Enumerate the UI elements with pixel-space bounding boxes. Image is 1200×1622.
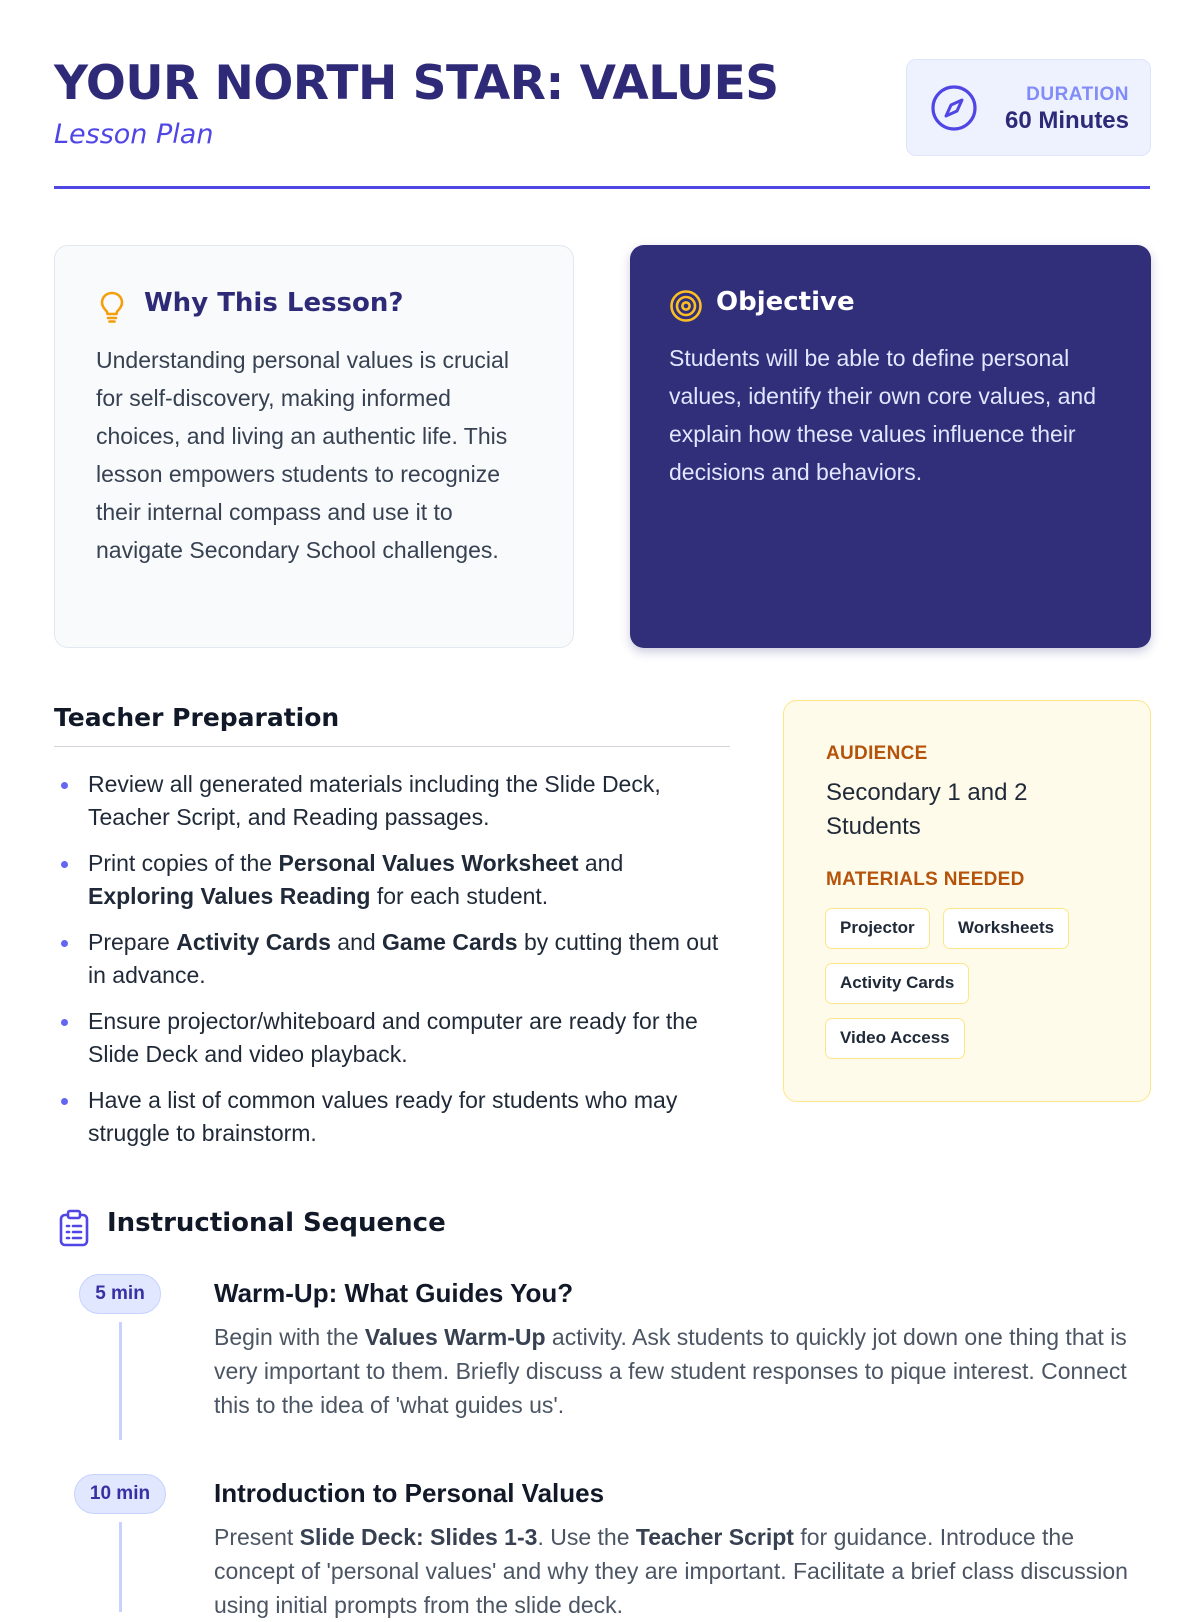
- body-text: Begin with the: [214, 1324, 365, 1350]
- emphasis-text: Teacher Script: [635, 1524, 794, 1550]
- clipboard-list-icon: [58, 1209, 90, 1247]
- step-duration-pill: 10 min: [74, 1474, 166, 1514]
- materials-label: MATERIALS NEEDED: [826, 869, 1025, 890]
- bullet-icon: [61, 782, 68, 789]
- audience-value: Secondary 1 and 2 Students: [826, 779, 1028, 840]
- objective-body: Students will be able to define personal values, identify their own core values, and explain how these values influence their decisions and behaviors.: [669, 345, 1097, 485]
- body-text: Present: [214, 1524, 300, 1550]
- step-duration-pill: 5 min: [79, 1274, 161, 1314]
- compass-icon: [929, 83, 979, 133]
- body-text: Have a list of common values ready for students who may struggle to brainstorm.: [88, 1087, 678, 1146]
- why-lesson-title: Why This Lesson?: [144, 288, 404, 318]
- emphasis-text: Game Cards: [382, 929, 518, 955]
- audience-label: AUDIENCE: [826, 743, 928, 764]
- emphasis-text: Slide Deck: Slides 1-3: [299, 1524, 538, 1550]
- timeline-connector: [119, 1322, 122, 1440]
- bullet-icon: [61, 1098, 68, 1105]
- duration-value: 60 Minutes: [1004, 107, 1129, 134]
- objective-card: [630, 245, 1151, 648]
- header-divider: [54, 186, 1150, 189]
- bullet-icon: [61, 940, 68, 947]
- material-chip-worksheets: Worksheets: [943, 908, 1069, 949]
- emphasis-text: Exploring Values Reading: [88, 883, 371, 909]
- target-icon: [669, 289, 703, 323]
- body-text: Review all generated materials including the Slide Deck, Teacher Script, and Reading passages.: [88, 771, 661, 830]
- body-text: for guidance. Introduce the concept of 'personal values' and why they are important. Facilitate a brief class discussion using initial prompts from the slide deck.: [214, 1524, 1128, 1618]
- material-chip-video-access: Video Access: [825, 1018, 965, 1059]
- step-description: [214, 1320, 1144, 1422]
- preparation-list: [54, 768, 734, 1163]
- why-lesson-body: Understanding personal values is crucial for self-discovery, making informed choices, and living an authentic life. This lesson empowers students to recognize their internal compass and use it to navigate Secondary School challenges.: [96, 347, 509, 563]
- audience-card: [783, 700, 1151, 1102]
- step-description: [214, 1520, 1144, 1622]
- duration-badge: [906, 59, 1151, 156]
- preparation-item: [54, 768, 734, 834]
- step-title: Warm-Up: What Guides You?: [214, 1278, 574, 1308]
- body-text: and: [330, 929, 383, 955]
- body-text: Print copies of the: [88, 850, 279, 876]
- bullet-icon: [61, 1019, 68, 1026]
- body-text: activity. Ask students to quickly jot down one thing that is very important to them. Briefly discuss a few student responses to pique interest. Connect this to the idea of 'what guides us'.: [214, 1324, 1127, 1418]
- body-text: for each student.: [370, 883, 549, 909]
- preparation-title: Teacher Preparation: [54, 703, 340, 732]
- preparation-item: [54, 1084, 734, 1150]
- body-text: by cutting them out in advance.: [88, 929, 719, 988]
- material-chip-projector: Projector: [825, 908, 930, 949]
- duration-label: DURATION: [1026, 84, 1129, 105]
- emphasis-text: Personal Values Worksheet: [278, 850, 579, 876]
- material-chip-activity-cards: Activity Cards: [825, 963, 969, 1004]
- objective-title: Objective: [716, 287, 855, 317]
- preparation-divider: [54, 746, 730, 747]
- body-text: Ensure projector/whiteboard and computer are ready for the Slide Deck and video playback.: [88, 1008, 698, 1067]
- sequence-title: Instructional Sequence: [107, 1208, 446, 1238]
- why-lesson-card: [54, 245, 574, 648]
- bullet-icon: [61, 861, 68, 868]
- timeline-connector: [119, 1522, 122, 1612]
- preparation-item: [54, 1005, 734, 1071]
- emphasis-text: Activity Cards: [176, 929, 331, 955]
- body-text: and: [578, 850, 624, 876]
- page-title: YOUR NORTH STAR: VALUES: [54, 56, 779, 111]
- body-text: Prepare: [88, 929, 177, 955]
- step-title: Introduction to Personal Values: [214, 1478, 605, 1508]
- emphasis-text: Values Warm-Up: [364, 1324, 546, 1350]
- page-subtitle: Lesson Plan: [54, 119, 214, 150]
- body-text: . Use the: [537, 1524, 636, 1550]
- lightbulb-icon: [97, 290, 127, 324]
- preparation-item: [54, 926, 734, 992]
- preparation-item: [54, 847, 734, 913]
